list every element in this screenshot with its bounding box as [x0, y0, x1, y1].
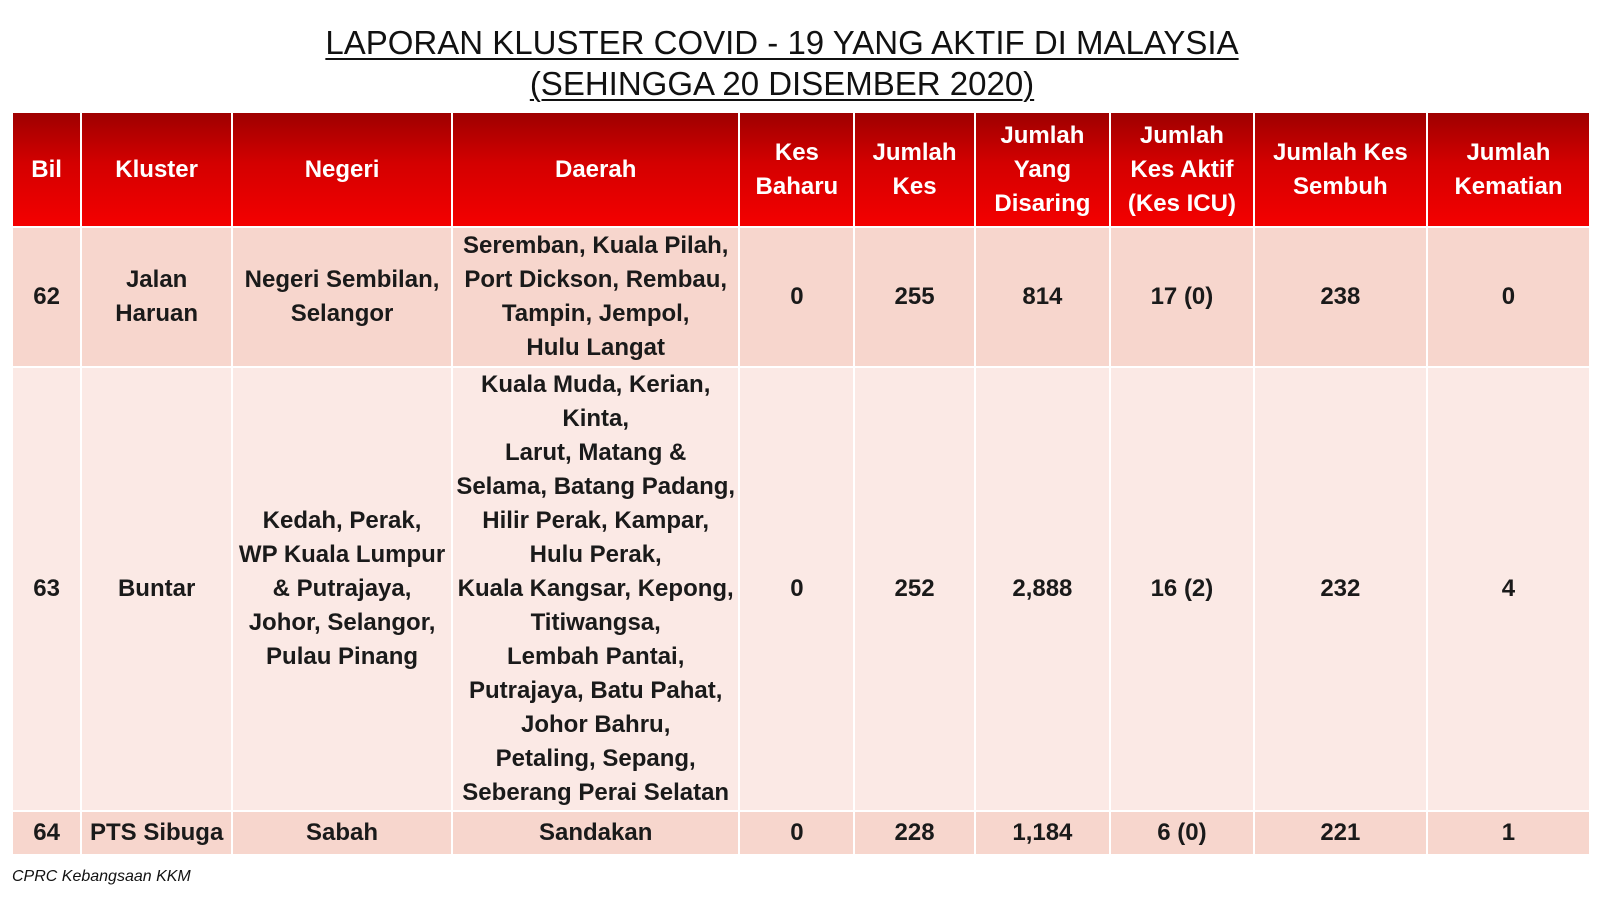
cell-daerah-line: Kuala Kangsar, Kepong,: [457, 575, 734, 602]
cell-daerah-line: Lembah Pantai,: [507, 643, 685, 670]
cell-kluster-line: Buntar: [117, 575, 196, 602]
header-jumlah-kes: [854, 112, 974, 227]
header-text: Jumlah: [1466, 138, 1551, 166]
cell-bil: 64: [12, 811, 81, 855]
cell-kes-baharu: 0: [739, 367, 854, 811]
header-text: Jumlah: [1139, 121, 1224, 149]
cluster-table: [11, 111, 1591, 856]
table-row: [12, 811, 1590, 855]
cell-daerah-line: Putrajaya, Batu Pahat,: [468, 677, 723, 704]
cell-bil: 63: [12, 367, 81, 811]
table-row: [12, 367, 1590, 811]
cell-negeri-line: Johor, Selangor,: [248, 609, 436, 636]
cell-bil: 62: [12, 227, 81, 367]
header-jumlah-disaring: [975, 112, 1110, 227]
cell-kes-aktif-icu: 16 (2): [1110, 367, 1254, 811]
cell-negeri: [232, 367, 452, 811]
header-kluster: [81, 112, 232, 227]
header-jumlah-sembuh: [1254, 112, 1427, 227]
header-text: Daerah: [555, 155, 637, 183]
cell-kes-baharu: 0: [739, 811, 854, 855]
cell-jumlah-sembuh: 221: [1254, 811, 1427, 855]
header-text: (Kes ICU): [1127, 189, 1236, 217]
cell-daerah-line: Port Dickson, Rembau,: [464, 266, 728, 293]
cell-negeri-line: Kedah, Perak,: [262, 507, 422, 534]
cell-daerah-line: Sandakan: [539, 819, 653, 846]
cell-jumlah-kematian: 4: [1427, 367, 1590, 811]
header-text: Bil: [31, 155, 62, 183]
header-text: Kes Aktif: [1130, 155, 1234, 183]
cell-negeri-line: WP Kuala Lumpur: [238, 541, 446, 568]
table-row: [12, 227, 1590, 367]
cell-daerah-line: Tampin, Jempol,: [501, 300, 690, 327]
cell-daerah-line: Titiwangsa,: [530, 609, 661, 636]
header-text: Negeri: [304, 155, 380, 183]
cell-daerah-line: Johor Bahru,: [521, 711, 671, 738]
header-text: Jumlah Kes: [1272, 138, 1408, 166]
cell-daerah: [452, 811, 739, 855]
cell-negeri-line: & Putrajaya,: [272, 575, 412, 602]
cell-jumlah-sembuh: 232: [1254, 367, 1427, 811]
cell-kes-aktif-icu: 17 (0): [1110, 227, 1254, 367]
header-text: Kematian: [1454, 172, 1563, 200]
cell-negeri-line: Negeri Sembilan,: [244, 266, 440, 293]
header-text: Kes: [892, 172, 937, 200]
cell-kluster: [81, 367, 232, 811]
header-jumlah-kematian: [1427, 112, 1590, 227]
header-bil: [12, 112, 81, 227]
cell-daerah-line: Selama, Batang Padang,: [456, 473, 736, 500]
header-kes-aktif: [1110, 112, 1254, 227]
cell-kes-aktif-icu: 6 (0): [1110, 811, 1254, 855]
cell-daerah-line: Seremban, Kuala Pilah,: [462, 232, 729, 259]
cell-daerah-line: Kuala Muda, Kerian,: [481, 371, 711, 398]
header-text: Kes: [774, 138, 819, 166]
cell-kluster: [81, 811, 232, 855]
source-footer: CPRC Kebangsaan KKM: [12, 868, 191, 885]
cell-negeri: [232, 227, 452, 367]
cell-daerah-line: Hulu Perak,: [529, 541, 662, 568]
cell-jumlah-disaring: 2,888: [975, 367, 1110, 811]
cell-negeri-line: Pulau Pinang: [266, 643, 419, 670]
cell-negeri-line: Selangor: [290, 300, 394, 327]
cell-daerah-line: Larut, Matang &: [505, 439, 687, 466]
report-title-line1: LAPORAN KLUSTER COVID - 19 YANG AKTIF DI MALAYSIA: [325, 24, 1239, 61]
cell-negeri: [232, 811, 452, 855]
cell-jumlah-kes: 228: [854, 811, 974, 855]
header-text: Disaring: [994, 189, 1091, 217]
cell-kluster-line: Jalan: [125, 266, 188, 293]
cell-jumlah-kematian: 0: [1427, 227, 1590, 367]
header-text: Sembuh: [1292, 172, 1388, 200]
cell-daerah: [452, 227, 739, 367]
header-text: Jumlah: [1000, 121, 1085, 149]
cell-kluster: [81, 227, 232, 367]
header-kes-baharu: [739, 112, 854, 227]
header-daerah: [452, 112, 739, 227]
cell-jumlah-disaring: 814: [975, 227, 1110, 367]
cell-daerah-line: Petaling, Sepang,: [495, 745, 696, 772]
cell-daerah-line: Seberang Perai Selatan: [462, 779, 730, 806]
report-title: [0, 22, 1564, 104]
cell-jumlah-disaring: 1,184: [975, 811, 1110, 855]
cell-jumlah-kes: 252: [854, 367, 974, 811]
cell-daerah-line: Hilir Perak, Kampar,: [482, 507, 710, 534]
header-text: Jumlah: [872, 138, 957, 166]
cell-daerah: [452, 367, 739, 811]
header-negeri: [232, 112, 452, 227]
header-text: Kluster: [115, 155, 198, 183]
header-text: Yang: [1013, 155, 1072, 183]
cell-jumlah-sembuh: 238: [1254, 227, 1427, 367]
cell-daerah-line: Kinta,: [562, 405, 630, 432]
cell-kluster-line: Haruan: [115, 300, 198, 327]
report-title-line2: (SEHINGGA 20 DISEMBER 2020): [529, 65, 1035, 102]
cell-jumlah-kematian: 1: [1427, 811, 1590, 855]
cell-kluster-line: PTS Sibuga: [89, 819, 224, 846]
cell-daerah-line: Hulu Langat: [526, 334, 666, 361]
cell-jumlah-kes: 255: [854, 227, 974, 367]
header-row: [12, 112, 1590, 227]
cell-kes-baharu: 0: [739, 227, 854, 367]
header-text: Baharu: [755, 172, 839, 200]
cell-negeri-line: Sabah: [306, 819, 379, 846]
